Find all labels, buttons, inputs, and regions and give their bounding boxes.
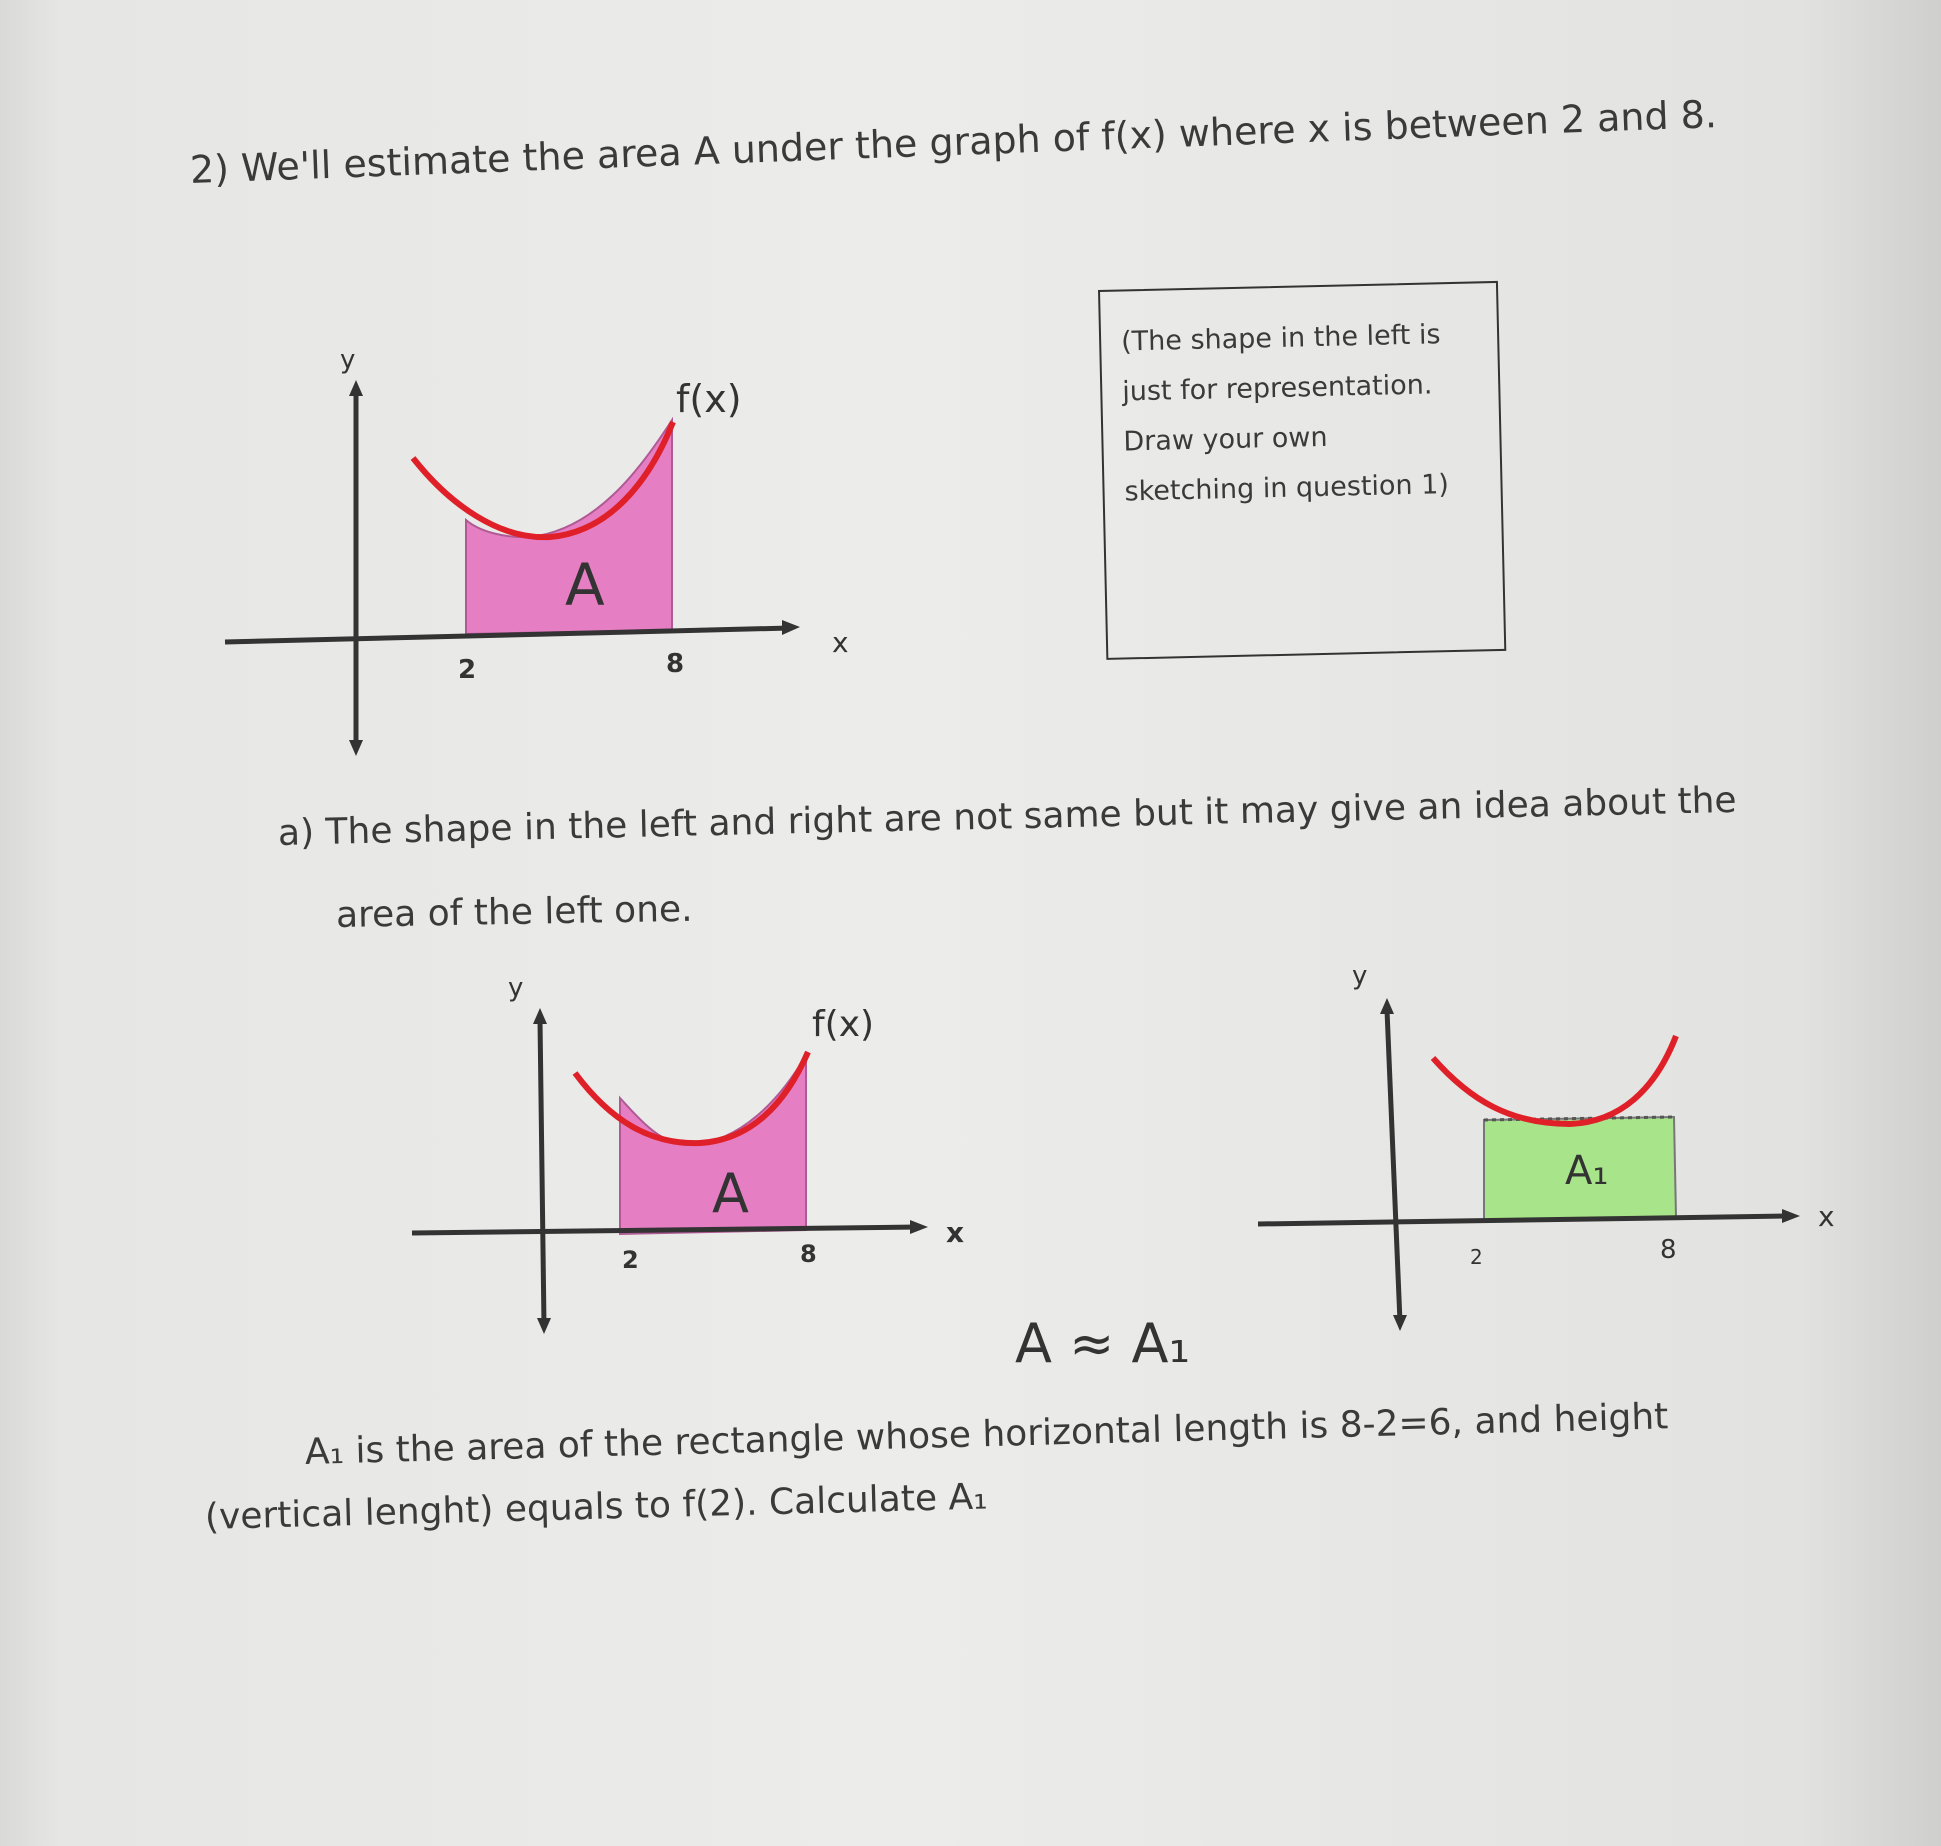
graph-top-tick-end: 8 <box>666 649 685 679</box>
graph-top-x-label: x <box>832 626 849 659</box>
graph-br-y-label: y <box>1352 961 1368 991</box>
graph-top <box>225 345 849 756</box>
graph-br-y-axis <box>1387 1010 1400 1322</box>
graph-br-y-arrow-down <box>1393 1315 1407 1331</box>
calculation-text-line-2: (vertical lenght) equals to f(2). Calculate A₁ <box>204 1476 989 1538</box>
graph-bl-area-label: A <box>712 1162 749 1225</box>
note-line-1: (The shape in the left is <box>1120 319 1441 358</box>
graph-bl-y-arrow-up <box>533 1008 547 1024</box>
graph-bl-tick-end: 8 <box>800 1240 817 1268</box>
note-line-3: Draw your own <box>1123 421 1328 458</box>
graph-top-y-arrow-down <box>349 740 363 756</box>
graph-top-y-label: y <box>340 345 356 375</box>
graph-top-tick-start: 2 <box>458 655 477 685</box>
graph-br-x-label: x <box>1818 1200 1835 1233</box>
part-a-text-line-2: area of the left one. <box>335 888 693 936</box>
graph-bl-function-label: f(x) <box>812 1004 875 1045</box>
note-line-4: sketching in question 1) <box>1124 469 1450 508</box>
graph-bl-y-axis <box>540 1020 544 1325</box>
approximation-label: A ≈ A₁ <box>1015 1312 1191 1375</box>
graph-br-tick-end: 8 <box>1660 1235 1677 1265</box>
graph-br-tick-start: 2 <box>1470 1245 1483 1269</box>
graph-br-curve <box>1433 1036 1676 1124</box>
graph-bottom-left <box>412 973 964 1334</box>
graph-bl-x-arrow <box>910 1220 928 1234</box>
graph-bl-x-label: x <box>946 1216 965 1249</box>
graph-bl-tick-start: 2 <box>622 1246 639 1274</box>
graph-top-area-label: A <box>565 551 605 619</box>
graph-br-area-label: A₁ <box>1565 1148 1609 1194</box>
graph-bottom-right <box>1258 961 1835 1331</box>
graph-bl-y-label: y <box>508 973 524 1003</box>
graph-br-x-arrow <box>1782 1209 1800 1223</box>
graph-bl-y-arrow-down <box>537 1318 551 1334</box>
graph-bl-x-axis <box>412 1227 918 1233</box>
part-a-text-line-1: a) The shape in the left and right are not same but it may give an idea about the <box>277 779 1738 854</box>
graph-top-x-arrow <box>782 620 800 635</box>
question-title: 2) We'll estimate the area A under the graph of f(x) where x is between 2 and 8. <box>189 92 1718 192</box>
calculation-text-line-1: A₁ is the area of the rectangle whose horizontal length is 8-2=6, and height <box>304 1396 1669 1473</box>
note-line-2: just for representation. <box>1121 369 1433 408</box>
graph-top-y-arrow-up <box>349 380 363 396</box>
graph-br-y-arrow-up <box>1380 998 1394 1014</box>
graph-top-function-label: f(x) <box>676 377 742 421</box>
